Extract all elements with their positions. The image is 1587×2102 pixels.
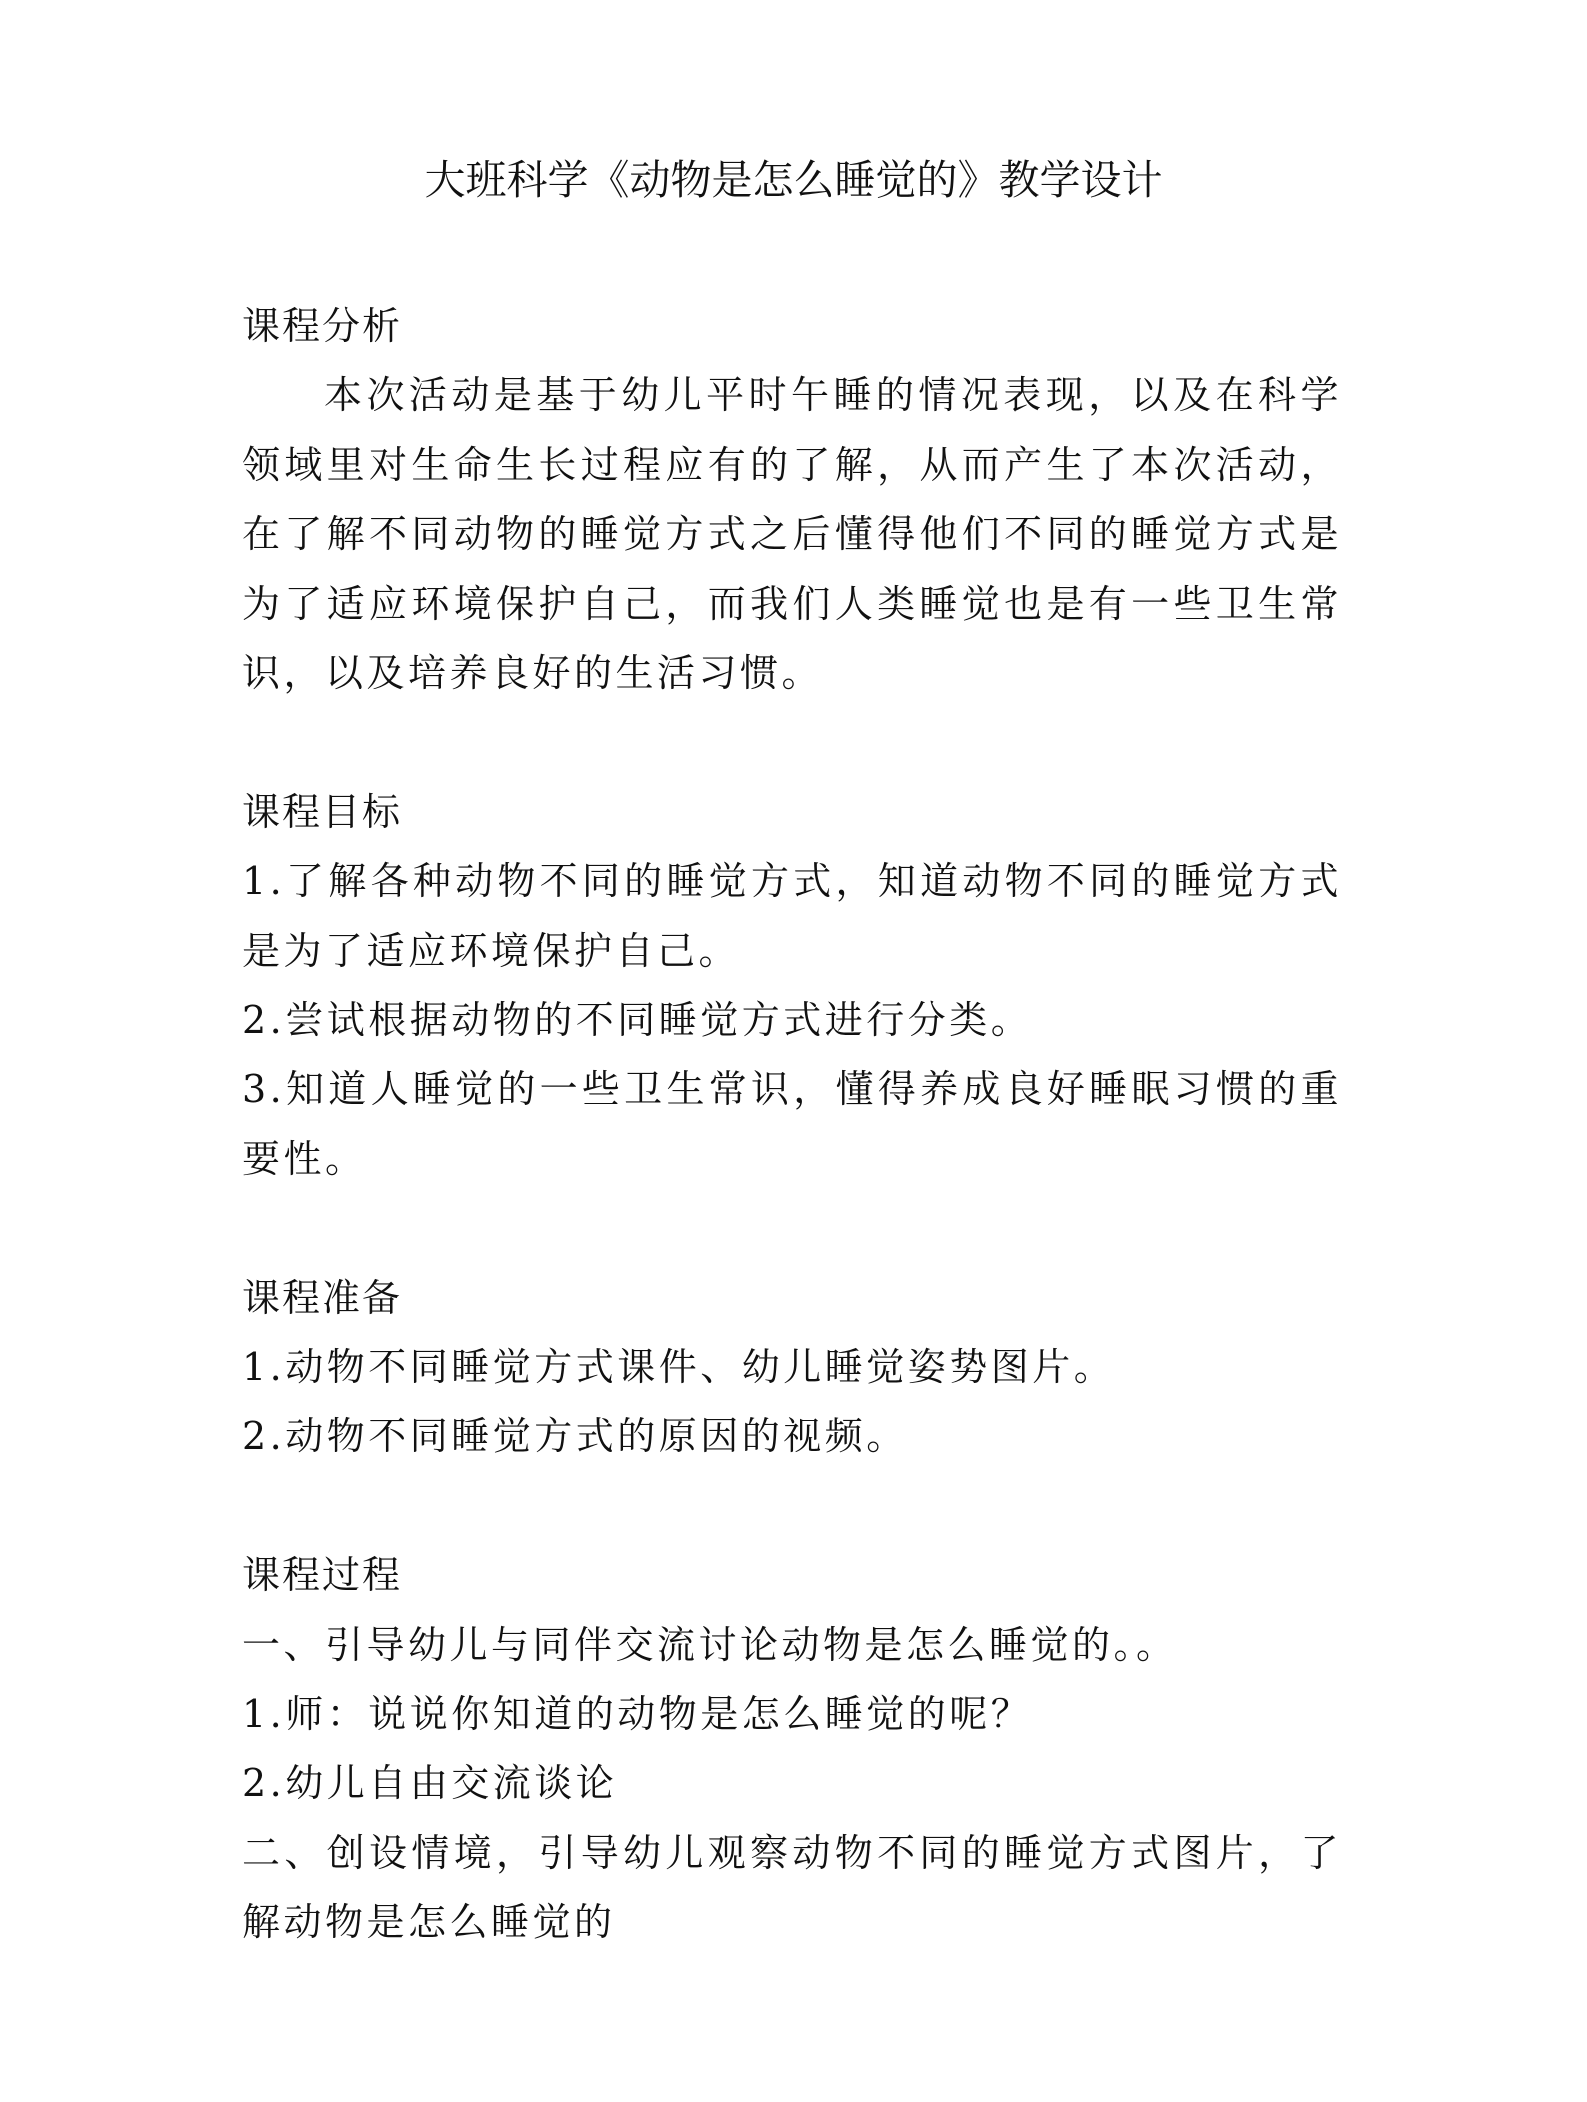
preparation-item: 1.动物不同睡觉方式课件、幼儿睡觉姿势图片。 <box>242 1345 1116 1390</box>
analysis-paragraph: 本次活动是基于幼儿平时午睡的情况表现，以及在科学领域里对生命生长过程应有的了解，从而产生了本次活动，在了解不同动物的睡觉方式之后懂得他们不同的睡觉方式是为了适应环境保护自己，而我们人类睡觉也是有一些卫生常识，以及培养良好的生活习惯。 <box>242 373 1342 696</box>
preparation-item: 2.动物不同睡觉方式的原因的视频。 <box>242 1414 908 1459</box>
section-heading: 课程目标 <box>242 789 403 834</box>
objective-item: 2.尝试根据动物的不同睡觉方式进行分类。 <box>242 998 1033 1043</box>
section-heading: 课程过程 <box>242 1553 403 1598</box>
section-course-analysis <box>242 292 1342 708</box>
process-item: 一、引导幼儿与同伴交流讨论动物是怎么睡觉的。。 <box>242 1622 1178 1667</box>
section-heading: 课程分析 <box>242 304 403 348</box>
objective-item: 3.知道人睡觉的一些卫生常识，懂得养成良好睡眠习惯的重要性。 <box>242 1067 1342 1181</box>
section-course-objectives <box>242 778 1342 1194</box>
document-title: 大班科学《动物是怎么睡觉的》教学设计 <box>424 156 1163 204</box>
process-item: 1.师：说说你知道的动物是怎么睡觉的呢？ <box>242 1692 1033 1737</box>
section-spacer <box>242 1194 1342 1263</box>
process-item: 二、创设情境，引导幼儿观察动物不同的睡觉方式图片，了解动物是怎么睡觉的 <box>242 1830 1342 1945</box>
section-spacer <box>242 1472 1342 1541</box>
section-spacer <box>242 708 1342 777</box>
document-body <box>242 292 1342 1958</box>
section-course-preparation <box>242 1264 1342 1472</box>
process-item: 2.幼儿自由交流谈论 <box>242 1761 618 1806</box>
section-course-process <box>242 1541 1342 1957</box>
section-heading: 课程准备 <box>242 1275 403 1320</box>
objective-item: 1.了解各种动物不同的睡觉方式，知道动物不同的睡觉方式是为了适应环境保护自己。 <box>242 859 1342 973</box>
